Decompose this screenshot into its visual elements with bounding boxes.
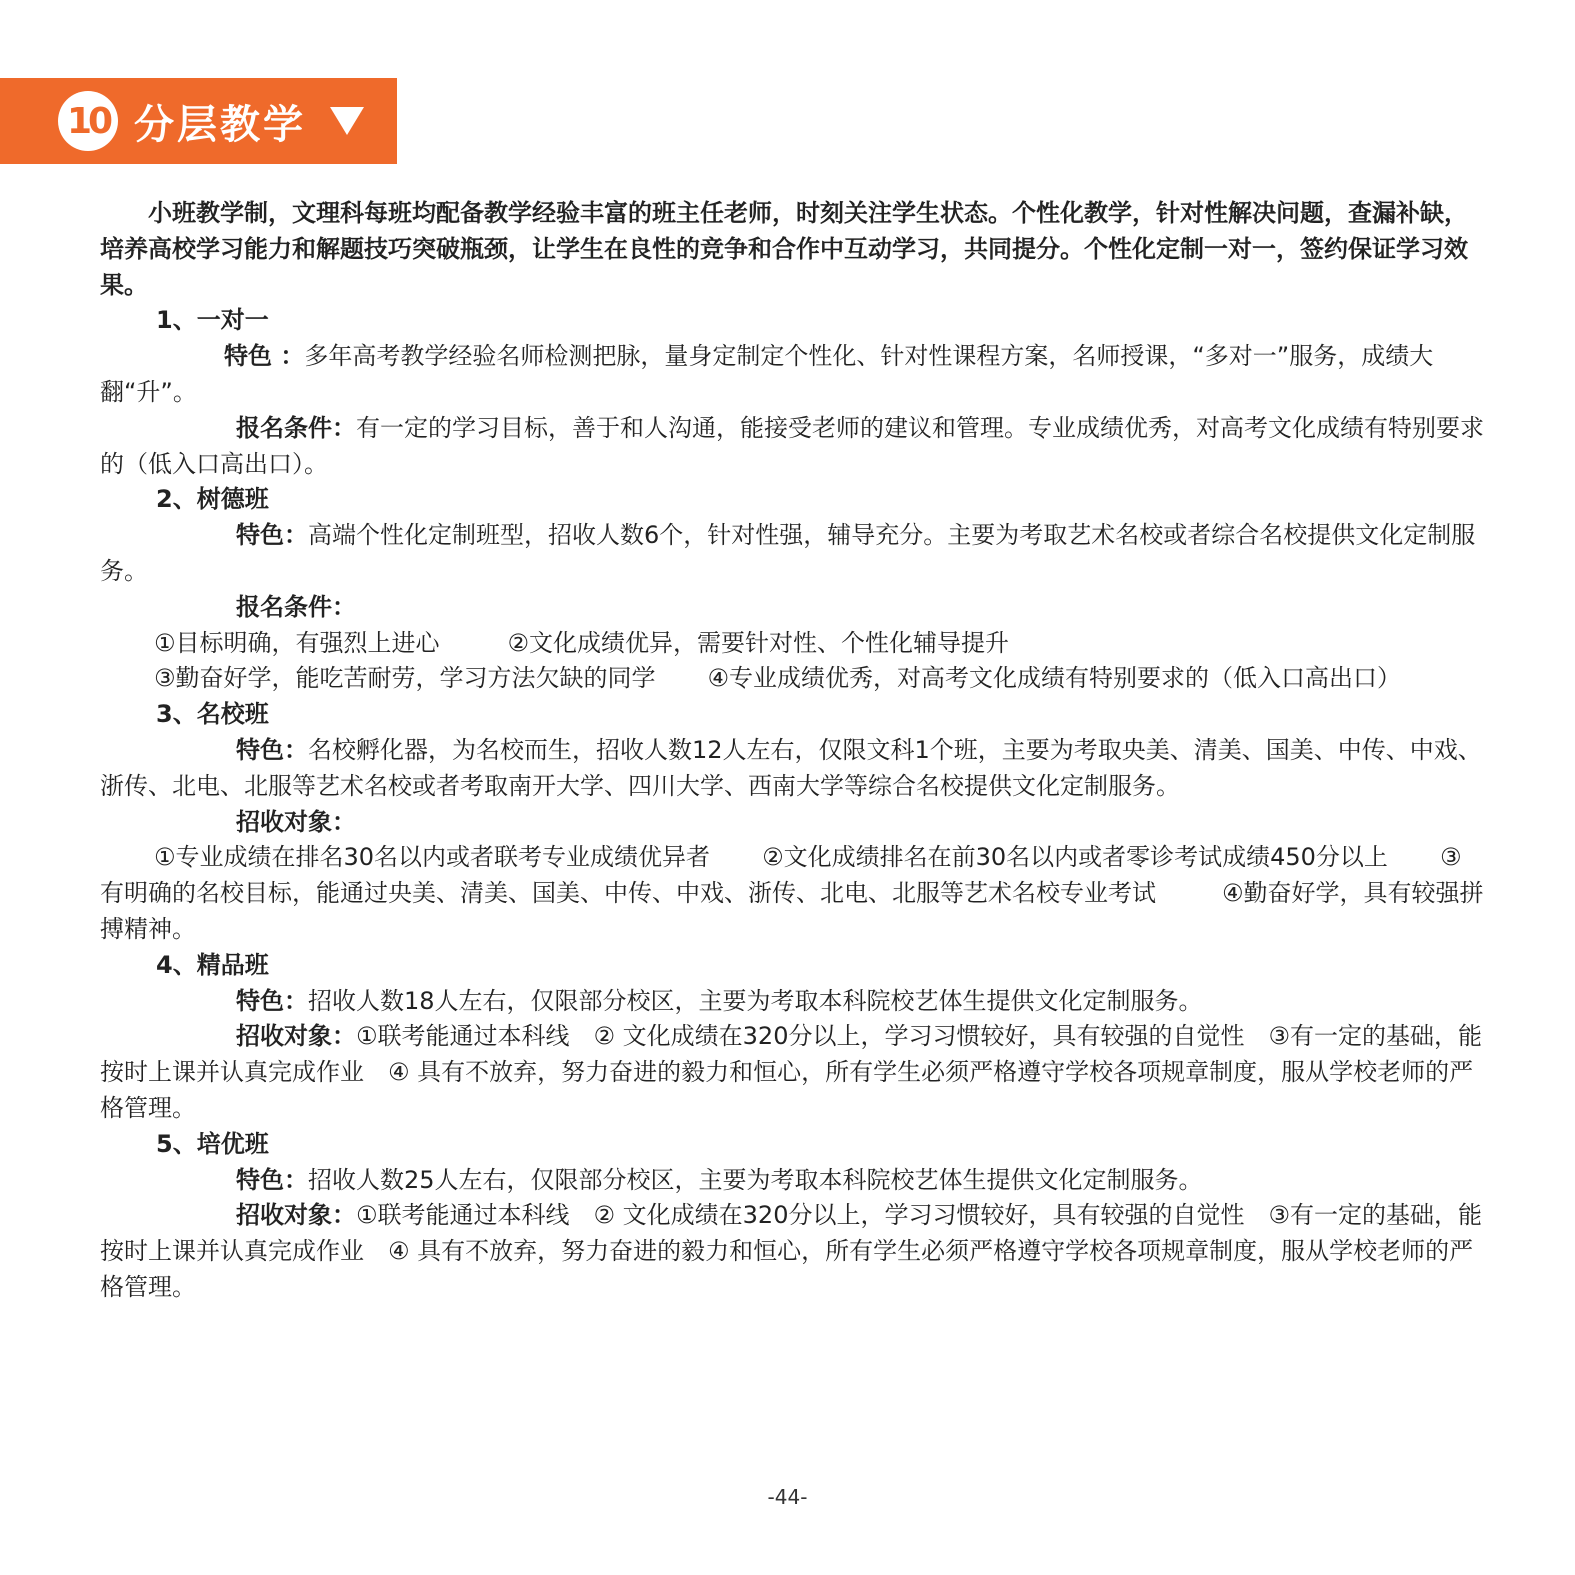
- requirement-items-2a: [100, 626, 1485, 662]
- feature-text: 多年高考教学经验名师检测把脉，量身定制定个性化、针对性课程方案，名师授课，“多对一”服务，成绩大翻“升”。: [100, 342, 1434, 406]
- section-banner: [0, 78, 397, 164]
- feature-paragraph-2: [100, 518, 1485, 590]
- feature-text: 高端个性化定制班型，招收人数6个，针对性强，辅导充分。主要为考取艺术名校或者综合名校提供文化定制服务。: [100, 521, 1476, 585]
- feature-label: 特色：: [236, 735, 308, 764]
- list-item: ④专业成绩优秀，对高考文化成绩有特别要求的（低入口高出口）: [707, 664, 1402, 693]
- requirement-paragraph-1: [100, 411, 1485, 483]
- section-title: 分层教学: [134, 101, 306, 148]
- intro-paragraph: 小班教学制，文理科每班均配备教学经验丰富的班主任老师，时刻关注学生状态。个性化教学，针对性解决问题，查漏补缺，培养高校学习能力和解题技巧突破瓶颈，让学生在良性的竞争和合作中互动学习，共同提分。个性化定制一对一，签约保证学习效果。: [100, 199, 1468, 299]
- section-heading-3: 3、名校班: [156, 700, 269, 729]
- feature-label: 特色：: [236, 521, 308, 550]
- requirement-items-2b: [100, 661, 1485, 697]
- list-item: ①专业成绩在排名30名以内或者联考专业成绩优异者: [154, 843, 711, 872]
- list-item: ③勤奋好学，能吃苦耐劳，学习方法欠缺的同学: [154, 664, 656, 693]
- requirement-label: 招收对象：: [236, 1022, 356, 1051]
- triangle-down-icon: [330, 107, 364, 135]
- list-item: ②文化成绩排名在前30名以内或者零诊考试成绩450分以上: [762, 843, 1388, 872]
- requirement-label: 招收对象：: [236, 1201, 356, 1230]
- requirement-paragraph-4: [100, 1019, 1485, 1126]
- feature-text: 名校孵化器，为名校而生，招收人数12人左右，仅限文科1个班，主要为考取央美、清美、国美、中传、中戏、浙传、北电、北服等艺术名校或者考取南开大学、四川大学、西南大学等综合名校提供文化定制服务。: [100, 735, 1482, 800]
- list-item: ②文化成绩优异，需要针对性、个性化辅导提升: [507, 628, 1010, 657]
- feature-paragraph-4: [100, 984, 1485, 1020]
- feature-paragraph-5: [100, 1163, 1485, 1199]
- section-heading-2: 2、树德班: [156, 485, 269, 514]
- list-item: ③ 有明确的名校目标，能通过央美、清美、国美、中传、中戏、浙传、北电、北服等艺术名校专业考试: [100, 843, 1462, 908]
- feature-label: 特色：: [236, 1165, 308, 1194]
- requirement-label: 报名条件：: [236, 413, 356, 442]
- requirement-text: ①联考能通过本科线 ② 文化成绩在320分以上，学习习惯较好，具有较强的自觉性 ③有一定的基础，能按时上课并认真完成作业 ④ 具有不放弃，努力奋进的毅力和恒心，所有学生必须严格遵守学校各项规章制度，服从学校老师的严格管理。: [100, 1201, 1482, 1301]
- feature-text: 招收人数25人左右，仅限部分校区，主要为考取本科院校艺体生提供文化定制服务。: [308, 1165, 1203, 1194]
- feature-paragraph-1: [100, 339, 1485, 411]
- requirement-text: 有一定的学习目标，善于和人沟通，能接受老师的建议和管理。专业成绩优秀，对高考文化成绩有特别要求的（低入口高出口）。: [100, 413, 1484, 478]
- section-heading-1: 1、一对一: [156, 306, 269, 335]
- list-item: ④勤奋好学，具有较强拼搏精神。: [100, 879, 1484, 943]
- feature-paragraph-3: [100, 733, 1485, 805]
- page-number: -44-: [767, 1485, 808, 1509]
- requirement-label-3: 招收对象：: [236, 807, 356, 836]
- feature-label: 特色：: [236, 986, 308, 1015]
- requirement-paragraph-5: [100, 1198, 1485, 1305]
- section-number-badge: 10: [58, 91, 118, 151]
- feature-label: 特色 ：: [224, 342, 305, 371]
- requirement-label-2: 报名条件：: [236, 592, 356, 621]
- page-content: [100, 196, 1485, 1306]
- requirement-items-3: [100, 840, 1485, 947]
- requirement-text: ①联考能通过本科线 ② 文化成绩在320分以上，学习习惯较好，具有较强的自觉性 ③有一定的基础，能按时上课并认真完成作业 ④ 具有不放弃，努力奋进的毅力和恒心，所有学生必须严格遵守学校各项规章制度，服从学校老师的严格管理。: [100, 1022, 1482, 1122]
- feature-text: 招收人数18人左右，仅限部分校区，主要为考取本科院校艺体生提供文化定制服务。: [308, 986, 1203, 1015]
- list-item: ①目标明确，有强烈上进心: [154, 628, 440, 657]
- section-heading-4: 4、精品班: [156, 950, 269, 979]
- section-heading-5: 5、培优班: [156, 1129, 269, 1158]
